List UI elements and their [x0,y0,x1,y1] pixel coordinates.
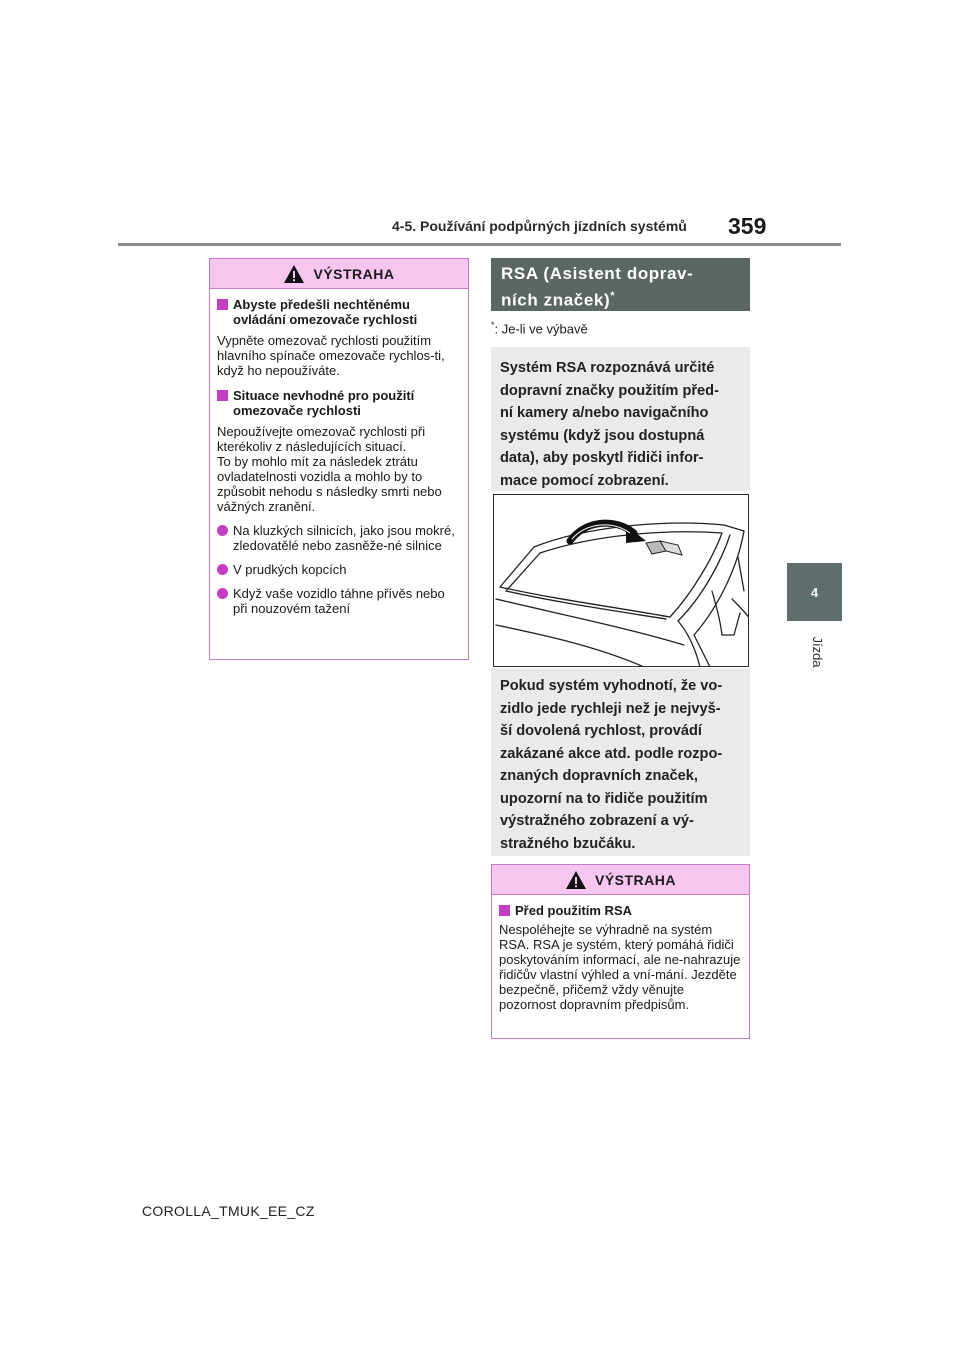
heading-mark: * [610,290,616,302]
warning-title: VÝSTRAHA [313,265,395,282]
rsa-description-text: Pokud systém vyhodnotí, že vo- zidlo jede rychleji než je nejvyš- ší dovolená rychlost, provádí zakázané akce atd. podle rozpo- znaných dopravních značek, upozorní na to řidiče použitím výstražného zobrazení a vý- stražného bzučáku. [500,678,723,852]
warning-body [492,895,749,1020]
warning-paragraph: Nepoužívejte omezovač rychlosti při kterékoliv z následujících situací. To by mohlo mít za následek ztrátu ovladatelnosti vozidla a mohlo by to způsobit nehodu s následky smrti nebo vážných zranění. [217,424,442,514]
square-bullet-icon [217,390,228,401]
rsa-intro-box [491,347,750,491]
chapter-label: Jízda [810,636,825,668]
warning-body [210,289,468,624]
page-number: 359 [728,213,767,239]
warning-header [210,259,468,289]
rsa-description-box [491,668,750,856]
heading-text: Před použitím RSA [515,903,633,918]
document-code: COROLLA_TMUK_EE_CZ [142,1203,315,1219]
list-item-text: V prudkých kopcích [233,562,347,577]
round-bullet-icon [217,525,228,536]
chapter-tab [787,563,842,621]
round-bullet-icon [217,588,228,599]
chapter-number: 4 [810,584,819,600]
warning-paragraph: Nespoléhejte se výhradně na systém RSA. RSA je systém, který pomáhá řidiči poskytováním informací, ale ne-nahrazuje řidičův vlastní výhled a vní-mání. Jezděte bezpečně, přičemž vždy věnujte pozornost dopravním předpisům. [499,922,741,1012]
warning-triangle-icon [283,264,305,284]
warning-box-rsa [491,864,750,1039]
rsa-intro-text: Systém RSA rozpoznává určité dopravní značky použitím před- ní kamery a/nebo navigačního systému (když jsou dostupná data), aby poskytl řidiči infor- mace pomocí zobrazení. [500,360,719,489]
heading-text: Situace nevhodné pro použití omezovače rychlosti [233,388,415,418]
windshield-camera-illustration [493,494,749,667]
heading-text: Abyste předešli nechtěnému ovládání omezovače rychlosti [233,297,418,327]
list-item [217,562,460,577]
windshield-drawing [494,495,749,667]
footnote-mark: * [491,320,495,330]
camera-icon [646,541,682,555]
availability-footnote [491,320,588,336]
warning-section-heading [217,297,460,327]
header-divider [118,243,841,246]
warning-section-heading [217,388,460,418]
warning-paragraph: Vypněte omezovač rychlosti použitím hlavního spínače omezovače rychlos-ti, když ho nepoužíváte. [217,333,445,378]
warning-title: VÝSTRAHA [594,871,676,888]
square-bullet-icon [499,905,510,916]
warning-triangle-icon [565,870,587,890]
warning-section-heading [499,903,741,918]
warning-box-speed-limiter [209,258,469,660]
square-bullet-icon [217,299,228,310]
warning-header [492,865,749,895]
footnote-text: : Je-li ve výbavě [494,321,588,337]
pointer-arrow-icon [570,523,646,543]
heading-line: ních značek) [501,290,611,310]
round-bullet-icon [217,564,228,575]
rsa-section-heading [491,258,750,311]
list-item-text: Na kluzkých silnicích, jako jsou mokré, zledovatělé nebo zasněže-né silnice [233,523,455,553]
section-title: 4-5. Používání podpůrných jízdních systémů [392,218,687,234]
list-item-text: Když vaše vozidlo táhne přívěs nebo při nouzovém tažení [233,586,445,616]
list-item [217,586,460,616]
heading-line: RSA (Asistent doprav- [501,264,694,283]
list-item [217,523,460,553]
